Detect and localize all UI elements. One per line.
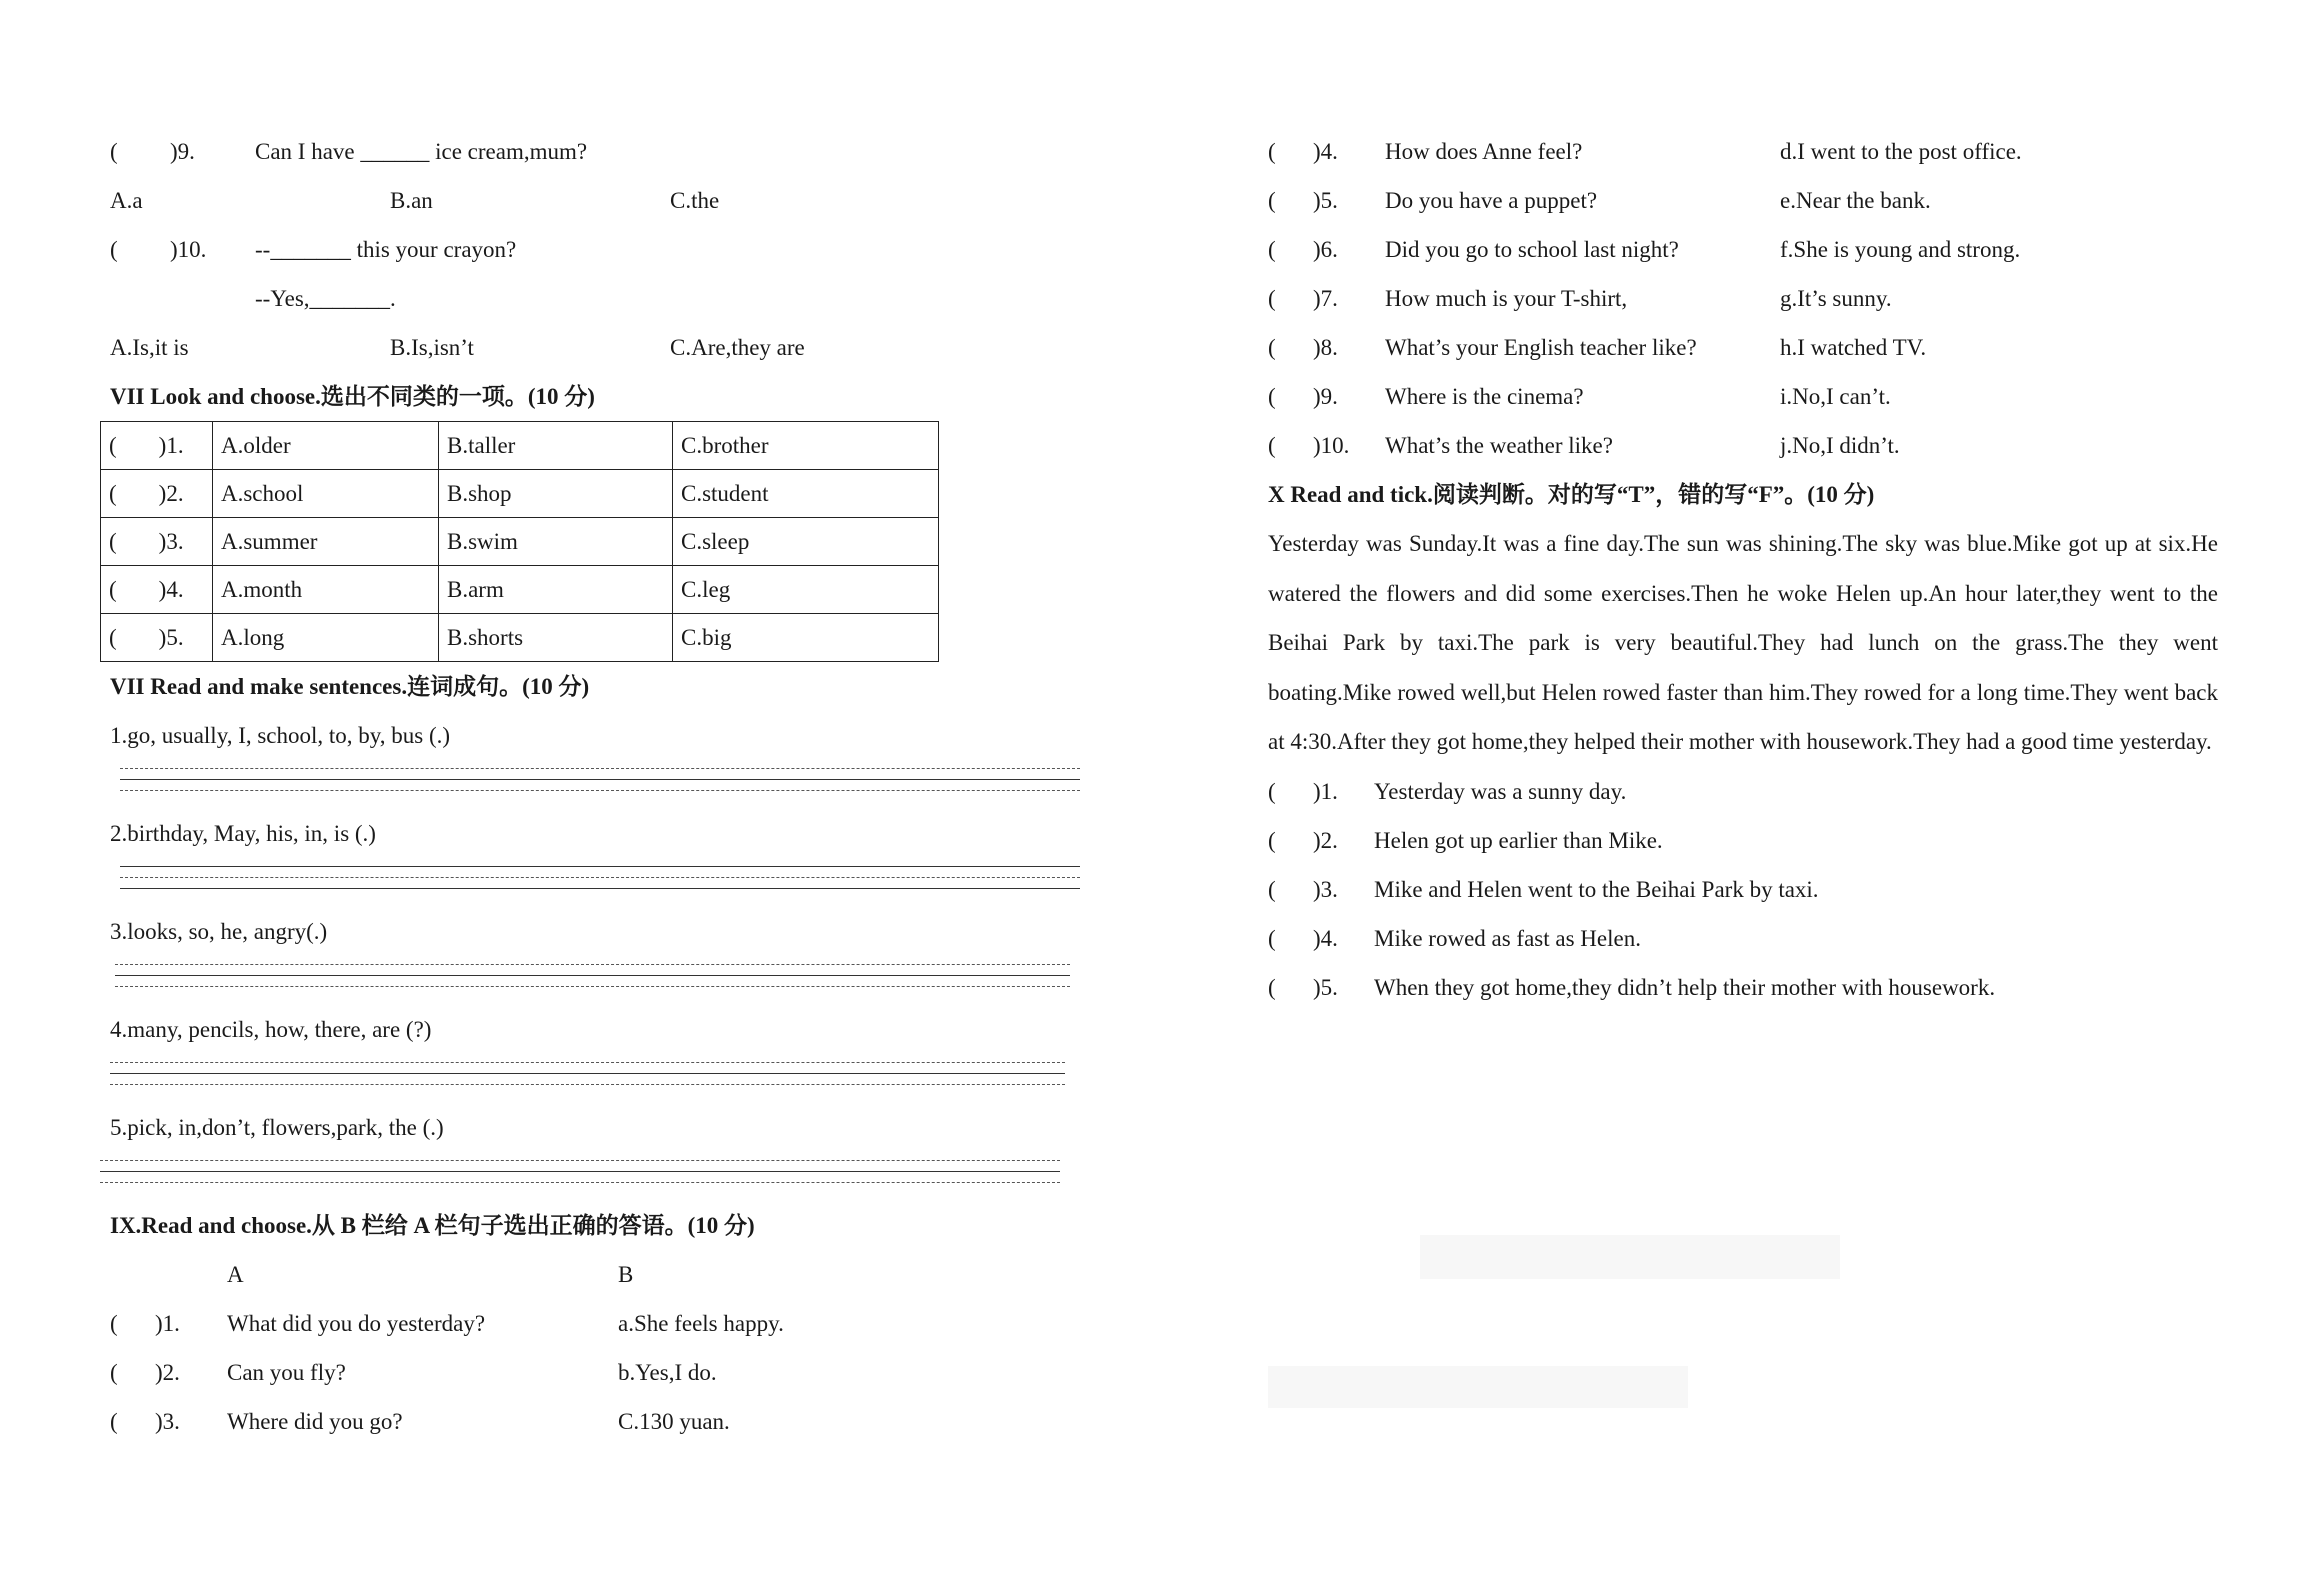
question-text: Can I have ______ ice cream,mum?	[255, 139, 588, 164]
solid-line	[110, 1073, 1065, 1074]
question-text: Where is the cinema?	[1385, 384, 1584, 409]
answer-blank: (	[109, 480, 117, 506]
table-row	[101, 470, 939, 518]
question-number: )4.	[158, 576, 184, 602]
question-number: )5.	[1313, 188, 1338, 213]
answer-blank: (	[109, 432, 117, 458]
writing-lines[interactable]	[120, 760, 1080, 809]
right-column	[1268, 127, 2218, 1012]
answer-text: d.I went to the post office.	[1780, 139, 2022, 164]
left-column	[110, 127, 1090, 1446]
tick-item	[1268, 865, 2218, 914]
question-text: Did you go to school last night?	[1385, 237, 1679, 262]
match-row	[110, 1348, 1090, 1397]
question-number: )3.	[1313, 876, 1338, 902]
answer-blank[interactable]: (	[1268, 384, 1276, 409]
dashed-line	[110, 1062, 1065, 1063]
option-c-cell: C.brother	[673, 422, 939, 470]
question-text: What’s your English teacher like?	[1385, 335, 1697, 360]
match-row	[1268, 225, 2218, 274]
solid-line	[115, 975, 1070, 976]
question-number: )5.	[158, 624, 184, 650]
solid-line	[120, 779, 1080, 780]
question-text: What’s the weather like?	[1385, 433, 1613, 458]
option-a-cell: A.older	[213, 422, 439, 470]
number-cell[interactable]	[101, 470, 213, 518]
section-heading: VII Read and make sentences.连词成句。(10 分)	[110, 674, 590, 699]
option-a-cell: A.school	[213, 470, 439, 518]
option-b-cell: B.shop	[439, 470, 673, 518]
answer-blank[interactable]: (	[1268, 188, 1276, 213]
question-number: )6.	[1313, 237, 1338, 262]
option-b-cell: B.arm	[439, 566, 673, 614]
sentence-item	[110, 711, 1090, 809]
answer-text: f.She is young and strong.	[1780, 237, 2021, 262]
word-prompt: 1.go, usually, I, school, to, by, bus (.)	[110, 723, 451, 748]
word-prompt: 5.pick, in,don’t, flowers,park, the (.)	[110, 1115, 444, 1140]
sentence-item	[110, 809, 1090, 907]
option-a: A.a	[110, 188, 143, 213]
question-number: )1.	[158, 432, 184, 458]
section-heading: VII Look and choose.选出不同类的一项。(10 分)	[110, 384, 595, 409]
match-row	[1268, 127, 2218, 176]
table-row	[101, 422, 939, 470]
word-prompt: 4.many, pencils, how, there, are (?)	[110, 1017, 432, 1042]
question-number: )1.	[1313, 778, 1338, 804]
number-cell[interactable]	[101, 566, 213, 614]
match-row	[110, 1397, 1090, 1446]
question-10	[110, 225, 1090, 274]
word-prompt: 3.looks, so, he, angry(.)	[110, 919, 328, 944]
answer-blank: (	[109, 528, 117, 554]
dashed-line	[120, 790, 1080, 791]
number-cell[interactable]	[101, 518, 213, 566]
match-row	[110, 1299, 1090, 1348]
sentence-item	[110, 1103, 1090, 1201]
answer-blank[interactable]: (	[1268, 778, 1276, 804]
question-number: )3.	[158, 528, 184, 554]
answer-blank[interactable]: (	[1268, 286, 1276, 311]
answer-blank[interactable]: (	[1268, 433, 1276, 458]
question-text: How does Anne feel?	[1385, 139, 1583, 164]
faint-watermark-box	[1268, 1366, 1688, 1408]
option-b-cell: B.shorts	[439, 614, 673, 662]
question-number: )9.	[170, 139, 195, 164]
dashed-line	[115, 986, 1070, 987]
table-row	[101, 614, 939, 662]
answer-blank[interactable]: (	[1268, 827, 1276, 853]
question-number: )7.	[1313, 286, 1338, 311]
answer-blank: (	[109, 624, 117, 650]
option-b-cell: B.swim	[439, 518, 673, 566]
question-number: )9.	[1313, 384, 1338, 409]
answer-text: e.Near the bank.	[1780, 188, 1931, 213]
statement-text: Mike and Helen went to the Beihai Park by taxi.	[1374, 876, 1819, 902]
answer-blank[interactable]: (	[110, 1360, 118, 1385]
writing-lines[interactable]	[100, 1152, 1060, 1201]
dashed-line	[110, 1084, 1065, 1085]
question-text: --_______ this your crayon?	[255, 237, 517, 262]
faint-watermark-box	[1420, 1235, 1840, 1279]
number-cell[interactable]	[101, 614, 213, 662]
statement-text: When they got home,they didn’t help their mother with housework.	[1374, 974, 1996, 1000]
option-a-cell: A.month	[213, 566, 439, 614]
answer-blank[interactable]: (	[1268, 335, 1276, 360]
question-text: --Yes,_______.	[255, 286, 396, 311]
statement-text: Helen got up earlier than Mike.	[1374, 827, 1663, 853]
option-a-cell: A.long	[213, 614, 439, 662]
dashed-line	[100, 1182, 1060, 1183]
section-heading: IX.Read and choose.从 B 栏给 A 栏句子选出正确的答语。(10 分)	[110, 1213, 755, 1238]
answer-text: a.She feels happy.	[618, 1311, 784, 1336]
tick-item	[1268, 963, 2218, 1012]
question-number: )10.	[1313, 433, 1350, 458]
solid-line	[100, 1171, 1060, 1172]
answer-blank[interactable]: (	[110, 1311, 118, 1336]
writing-lines[interactable]	[120, 858, 1080, 907]
answer-text: i.No,I can’t.	[1780, 384, 1891, 409]
answer-text: h.I watched TV.	[1780, 335, 1927, 360]
question-number: )10.	[170, 237, 207, 262]
column-headers	[110, 1250, 1090, 1299]
option-a: A.Is,it is	[110, 335, 189, 360]
dashed-line	[100, 1160, 1060, 1161]
option-c-cell: C.student	[673, 470, 939, 518]
question-number: )2.	[1313, 827, 1338, 853]
answer-blank: (	[109, 576, 117, 602]
question-10-options	[110, 323, 1090, 372]
question-text: Where did you go?	[227, 1409, 403, 1434]
column-a-label: A	[227, 1262, 244, 1287]
question-number: )2.	[158, 480, 184, 506]
question-number: )2.	[155, 1360, 180, 1385]
option-c-cell: C.leg	[673, 566, 939, 614]
tick-item	[1268, 767, 2218, 816]
sentence-item	[110, 1005, 1090, 1103]
answer-blank[interactable]: (	[110, 1409, 118, 1434]
solid-line	[120, 866, 1080, 867]
number-cell[interactable]	[101, 422, 213, 470]
option-b-cell: B.taller	[439, 422, 673, 470]
question-text: What did you do yesterday?	[227, 1311, 486, 1336]
answer-text: j.No,I didn’t.	[1780, 433, 1900, 458]
column-b-label: B	[618, 1262, 634, 1287]
question-text: Do you have a puppet?	[1385, 188, 1598, 213]
option-b: B.an	[390, 188, 433, 213]
question-10-line2	[110, 274, 1090, 323]
option-c-cell: C.big	[673, 614, 939, 662]
answer-blank[interactable]: (	[110, 237, 118, 262]
question-number: )5.	[1313, 974, 1338, 1000]
question-number: )8.	[1313, 335, 1338, 360]
sentence-item	[110, 907, 1090, 1005]
answer-blank[interactable]: (	[1268, 237, 1276, 262]
odd-one-out-table	[100, 421, 939, 662]
match-row	[1268, 323, 2218, 372]
statement-text: Yesterday was a sunny day.	[1374, 778, 1627, 804]
question-number: )4.	[1313, 925, 1338, 951]
answer-blank[interactable]: (	[1268, 974, 1276, 1000]
writing-lines[interactable]	[115, 956, 1070, 1005]
question-number: )3.	[155, 1409, 180, 1434]
answer-blank[interactable]: (	[1268, 876, 1276, 902]
statement-text: Mike rowed as fast as Helen.	[1374, 925, 1641, 951]
answer-text: C.130 yuan.	[618, 1409, 730, 1434]
table-row	[101, 566, 939, 614]
dashed-line	[115, 964, 1070, 965]
dashed-line	[120, 768, 1080, 769]
question-number: )4.	[1313, 139, 1338, 164]
option-c: C.the	[670, 188, 720, 213]
word-prompt: 2.birthday, May, his, in, is (.)	[110, 821, 376, 846]
tick-item	[1268, 816, 2218, 865]
answer-blank[interactable]: (	[1268, 139, 1276, 164]
option-b: B.Is,isn’t	[390, 335, 474, 360]
answer-blank[interactable]: (	[110, 139, 118, 164]
option-c-cell: C.sleep	[673, 518, 939, 566]
answer-text: b.Yes,I do.	[618, 1360, 717, 1385]
question-9	[110, 127, 1090, 176]
writing-lines[interactable]	[110, 1054, 1065, 1103]
reading-passage: Yesterday was Sunday.It was a fine day.The sun was shining.The sky was blue.Mike got up at six.He watered the flowers and did some exercises.Then he woke Helen up.An hour later,they went to the Beihai Park by taxi.The park is very beautiful.They had lunch on the grass.The they went boating.Mike rowed well,but Helen rowed faster than him.They rowed for a long time.They went back at 4:30.After they got home,they helped their mother with housework.They had a good time yesterday.	[1268, 531, 2218, 754]
match-row	[1268, 372, 2218, 421]
question-text: How much is your T-shirt,	[1385, 286, 1628, 311]
question-9-options	[110, 176, 1090, 225]
option-c: C.Are,they are	[670, 335, 805, 360]
match-row	[1268, 274, 2218, 323]
question-number: )1.	[155, 1311, 180, 1336]
dashed-line	[120, 877, 1080, 878]
section-heading: X Read and tick.阅读判断。对的写“T”，错的写“F”。(10 分)	[1268, 482, 1875, 507]
match-row	[1268, 176, 2218, 225]
solid-line	[120, 888, 1080, 889]
answer-blank[interactable]: (	[1268, 925, 1276, 951]
match-row	[1268, 421, 2218, 470]
answer-text: g.It’s sunny.	[1780, 286, 1892, 311]
option-a-cell: A.summer	[213, 518, 439, 566]
table-row	[101, 518, 939, 566]
question-text: Can you fly?	[227, 1360, 346, 1385]
tick-item	[1268, 914, 2218, 963]
